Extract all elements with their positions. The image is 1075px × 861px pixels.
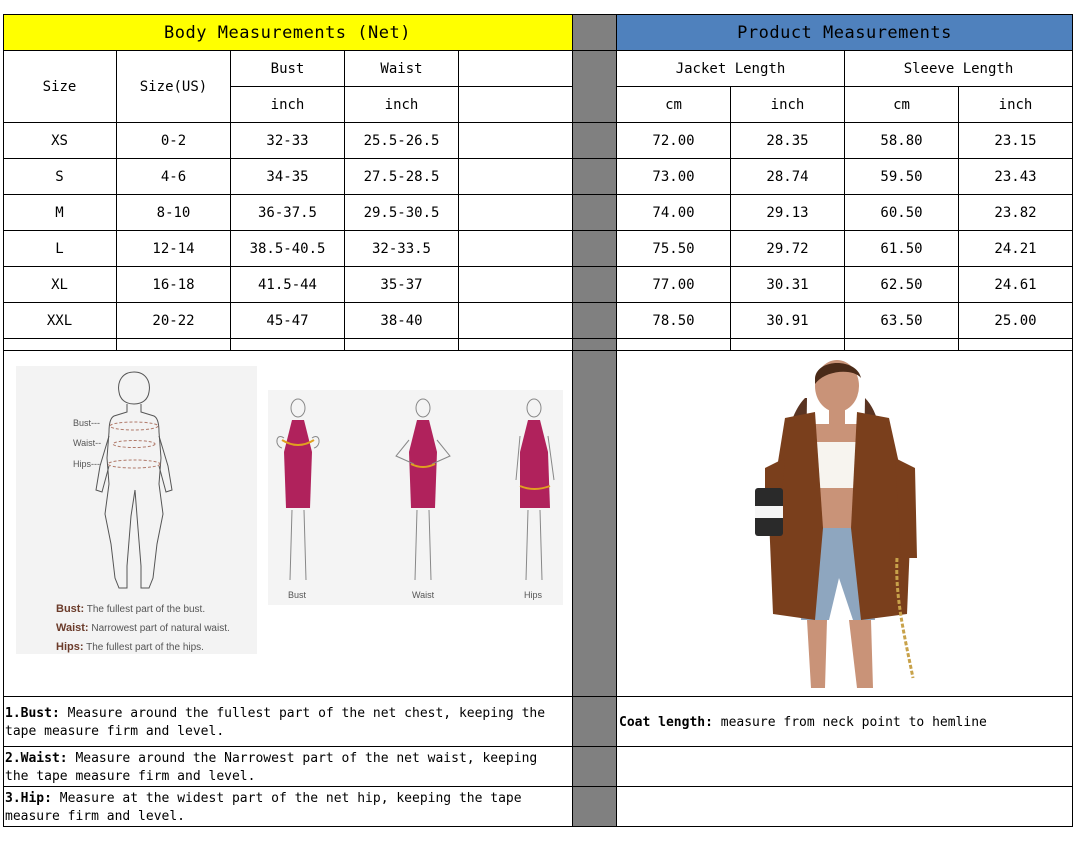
grid-line — [1072, 14, 1073, 827]
bust-definition-text: The fullest part of the bust. — [86, 604, 206, 615]
note-hip — [5, 790, 565, 826]
cell-size-us: 4-6 — [160, 168, 187, 185]
note-hip-label: 3.Hip: — [5, 791, 52, 806]
note-hip-text: Measure at the widest part of the net hip, keeping the tape measure firm and level. — [5, 791, 522, 824]
cell-sl-inch: 24.21 — [994, 240, 1037, 257]
cell-waist: 29.5-30.5 — [363, 204, 440, 221]
note-waist — [5, 750, 565, 786]
bust-definition — [56, 603, 205, 615]
cell-sl-cm: 62.50 — [880, 276, 923, 293]
waist-caption: Waist — [412, 590, 435, 600]
cell-jl-inch: 30.31 — [766, 276, 809, 293]
hips-caption: Hips — [524, 590, 543, 600]
product-measurements-title: Product Measurements — [737, 22, 952, 43]
cell-jl-cm: 73.00 — [652, 168, 695, 185]
cell-jl-inch: 28.74 — [766, 168, 809, 185]
cell-sl-cm: 58.80 — [880, 132, 923, 149]
cell-waist: 27.5-28.5 — [363, 168, 440, 185]
cell-size: S — [55, 168, 64, 185]
waist-figure — [396, 399, 450, 580]
note-waist-text: Measure around the Narrowest part of the net waist, keeping the tape measure firm and level. — [5, 751, 538, 784]
product-photo — [745, 358, 935, 688]
note-waist-label: 2.Waist: — [5, 751, 68, 766]
grid-line — [3, 746, 1073, 747]
note-bust — [5, 705, 565, 741]
cell-sl-inch: 24.61 — [994, 276, 1037, 293]
note-coat-label: Coat length: — [619, 715, 713, 730]
cell-size-us: 20-22 — [152, 312, 195, 329]
cell-bust: 45-47 — [266, 312, 309, 329]
col-bust-unit: inch — [270, 96, 305, 113]
cell-size: XL — [51, 276, 68, 293]
col-bust: Bust — [270, 60, 305, 77]
cell-jl-cm: 74.00 — [652, 204, 695, 221]
col-size: Size — [42, 78, 77, 95]
cell-size: L — [55, 240, 64, 257]
cell-jl-cm: 72.00 — [652, 132, 695, 149]
cell-jl-inch: 28.35 — [766, 132, 809, 149]
cell-waist: 25.5-26.5 — [363, 132, 440, 149]
cell-jl-cm: 78.50 — [652, 312, 695, 329]
cell-jl-cm: 77.00 — [652, 276, 695, 293]
note-coat-length — [619, 714, 1069, 732]
body-outline-figure — [16, 366, 257, 654]
cell-jl-inch: 30.91 — [766, 312, 809, 329]
bust-caption: Bust — [288, 590, 307, 600]
hips-figure — [516, 399, 554, 580]
cell-size-us: 8-10 — [156, 204, 191, 221]
cell-sl-inch: 23.15 — [994, 132, 1037, 149]
cell-waist: 38-40 — [380, 312, 423, 329]
col-waist-unit: inch — [384, 96, 419, 113]
note-bust-label: 1.Bust: — [5, 706, 60, 721]
grid-line — [458, 50, 459, 350]
grid-line — [3, 826, 1073, 827]
cell-sl-inch: 23.43 — [994, 168, 1037, 185]
hips-definition-text: The fullest part of the hips. — [86, 642, 204, 653]
cell-sl-cm: 61.50 — [880, 240, 923, 257]
cell-size: XS — [51, 132, 68, 149]
gray-divider-column — [573, 15, 616, 826]
cell-size: M — [55, 204, 64, 221]
cell-size-us: 0-2 — [160, 132, 187, 149]
col-jacket-length: Jacket Length — [675, 60, 786, 77]
note-coat-text: measure from neck point to hemline — [712, 715, 987, 730]
waist-mark-label: Waist-- — [73, 438, 102, 448]
cell-size-us: 16-18 — [152, 276, 195, 293]
bust-definition-label: Bust: — [56, 603, 85, 615]
cell-bust: 34-35 — [266, 168, 309, 185]
col-sl-inch: inch — [998, 96, 1033, 113]
cell-bust: 36-37.5 — [257, 204, 317, 221]
grid-line — [572, 14, 573, 827]
cell-sl-cm: 60.50 — [880, 204, 923, 221]
waist-definition-label: Waist: — [56, 622, 89, 634]
grid-line — [3, 696, 1073, 697]
bust-mark-label: Bust--- — [73, 418, 100, 428]
cell-sl-inch: 23.82 — [994, 204, 1037, 221]
model-jacket-illustration — [745, 358, 935, 688]
hips-mark-label: Hips--- — [73, 459, 100, 469]
cell-size-us: 12-14 — [152, 240, 195, 257]
waist-definition — [56, 622, 230, 634]
cell-sl-cm: 63.50 — [880, 312, 923, 329]
cell-waist: 32-33.5 — [371, 240, 431, 257]
waist-definition-text: Narrowest part of natural waist. — [91, 623, 230, 634]
cell-bust: 32-33 — [266, 132, 309, 149]
cell-waist: 35-37 — [380, 276, 423, 293]
col-jl-inch: inch — [770, 96, 805, 113]
dress-figures — [268, 390, 563, 605]
note-bust-text: Measure around the fullest part of the net chest, keeping the tape measure firm and level. — [5, 706, 546, 739]
col-waist: Waist — [380, 60, 423, 77]
cell-sl-cm: 59.50 — [880, 168, 923, 185]
cell-jl-inch: 29.13 — [766, 204, 809, 221]
body-measurements-title: Body Measurements (Net) — [164, 22, 411, 43]
col-jl-cm: cm — [665, 96, 682, 113]
grid-line — [3, 350, 1073, 351]
cell-bust: 38.5-40.5 — [249, 240, 326, 257]
cell-size: XXL — [46, 312, 73, 329]
dress-figures-icon — [268, 390, 563, 605]
hips-definition-label: Hips: — [56, 641, 84, 653]
col-size-us: Size(US) — [139, 78, 208, 95]
col-sl-cm: cm — [893, 96, 910, 113]
hips-definition — [56, 641, 204, 653]
cell-jl-cm: 75.50 — [652, 240, 695, 257]
cell-bust: 41.5-44 — [257, 276, 317, 293]
grid-line — [3, 338, 1073, 339]
cell-jl-inch: 29.72 — [766, 240, 809, 257]
bust-figure — [277, 399, 319, 580]
cell-sl-inch: 25.00 — [994, 312, 1037, 329]
col-sleeve-length: Sleeve Length — [903, 60, 1014, 77]
grid-line — [3, 786, 1073, 787]
